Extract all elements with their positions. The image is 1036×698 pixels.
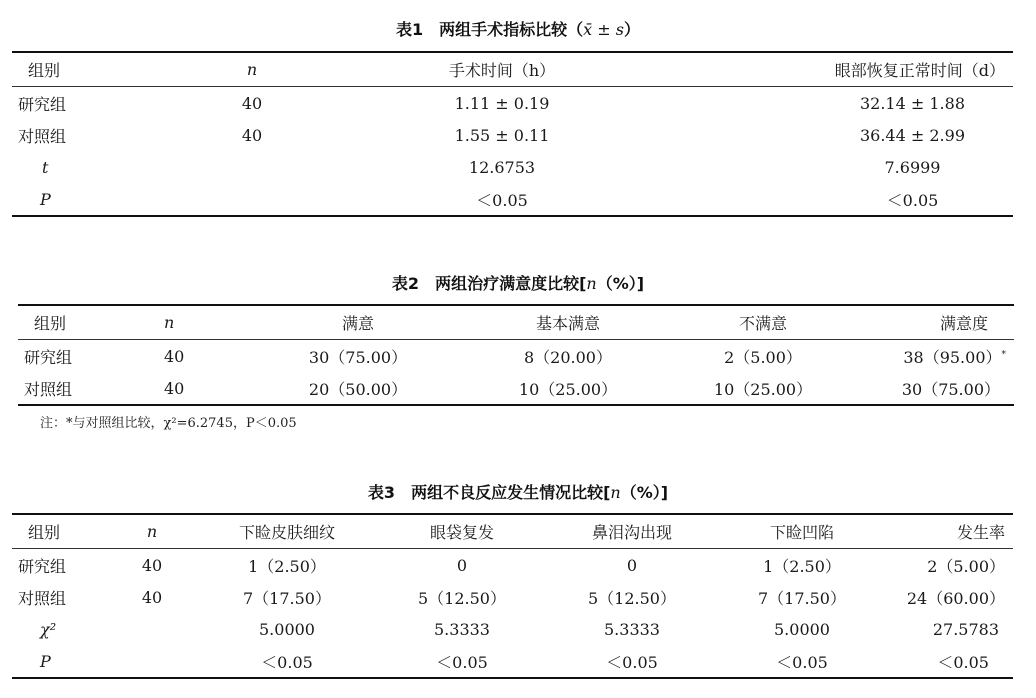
table2	[18, 304, 1014, 406]
table2-cell: 研究组	[24, 347, 73, 367]
table2-cell: 40	[164, 378, 185, 398]
table3-cell: χ²	[40, 619, 57, 639]
table1-header-surgery-time: 手术时间（h）	[448, 61, 556, 80]
table3-cell: 5.3333	[604, 619, 660, 639]
table3-header-row	[12, 514, 1013, 549]
table3-cell: 1（2.50）	[248, 556, 326, 576]
table1-cell: 7.6999	[884, 157, 941, 177]
table1-cell: 40	[241, 125, 263, 145]
table3-cell: 5（12.50）	[418, 588, 506, 608]
table3-cell: 7（17.50）	[758, 588, 846, 608]
table2-title-stat: n	[586, 274, 597, 293]
table3-cell: 5.0000	[774, 619, 830, 639]
table3-cell: 1（2.50）	[763, 556, 841, 576]
table3-cell	[112, 645, 192, 678]
table3-cell: 40	[141, 555, 163, 575]
table3-title: 两组不良反应发生情况比较[	[411, 483, 611, 502]
table3-cell: 对照组	[18, 588, 67, 608]
table2-note: 注：*与对照组比较，χ²=6.2745，P＜0.05	[40, 416, 297, 431]
table1-cell: 36.44 ± 2.99	[859, 125, 965, 145]
table3-label: 表3	[367, 483, 396, 502]
table-row	[12, 549, 1013, 582]
table-row	[12, 119, 1013, 151]
table1-cell: 40	[241, 93, 263, 113]
table1-title-end: ）	[623, 20, 640, 39]
table2-title-end: （%）]	[596, 274, 645, 293]
table3-cell: 研究组	[18, 556, 67, 576]
table1-cell	[172, 183, 332, 216]
table2-cell: 40	[164, 346, 185, 366]
table2-cell: 10（25.00）	[518, 379, 618, 399]
table3-header-incidence: 发生率	[956, 523, 1005, 542]
table3	[12, 513, 1013, 679]
table3-cell: 5（12.50）	[588, 588, 676, 608]
table1-header-row	[12, 52, 1013, 87]
table3-cell: 24（60.00）	[906, 588, 1005, 608]
table2-cell: 10（25.00）	[713, 379, 813, 399]
table-row	[18, 372, 1014, 405]
table2-cell: 30（75.00）	[308, 347, 408, 367]
table3-cell: 0	[456, 555, 468, 575]
table2-cell: 20（50.00）	[308, 379, 408, 399]
table1-cell: 32.14 ± 1.88	[859, 93, 965, 113]
table-row	[12, 613, 1013, 645]
table3-header-lower-lid-hollow: 下睑凹陷	[769, 523, 834, 542]
table2-cell: 对照组	[24, 379, 73, 399]
table-row	[18, 340, 1014, 373]
table2-cell: 8（20.00）	[524, 347, 612, 367]
table3-cell: ＜0.05	[261, 652, 313, 672]
table-row	[12, 581, 1013, 613]
table-row	[12, 151, 1013, 183]
table3-cell: ＜0.05	[606, 652, 658, 672]
table3-cell: 2（5.00）	[927, 556, 1005, 576]
table1-title-stat: x̄ ± s	[583, 20, 624, 39]
table2-title: 两组治疗满意度比较[	[435, 274, 587, 293]
table3-cell: 40	[141, 587, 163, 607]
table1-cell: ＜0.05	[476, 190, 528, 210]
table1-cell	[172, 151, 332, 183]
table1-title: 两组手术指标比较（	[439, 20, 584, 39]
table2-header-basically-satisfied: 基本满意	[535, 314, 600, 333]
table1-header-recovery-time: 眼部恢复正常时间（d）	[834, 61, 1005, 80]
table2-header-satisfaction-rate: 满意度	[939, 314, 988, 333]
table3-cell: ＜0.05	[776, 652, 828, 672]
table3-cell	[112, 613, 192, 645]
table3-header-eyebag-relapse: 眼袋复发	[429, 523, 494, 542]
table3-title-end: （%）]	[620, 483, 669, 502]
significance-mark: *	[1001, 349, 1006, 360]
table1-caption	[0, 17, 1036, 40]
table-row	[12, 645, 1013, 678]
table-row	[12, 87, 1013, 120]
table2-header-n: n	[164, 313, 175, 332]
table1-cell: 对照组	[18, 126, 67, 146]
table1-cell: 研究组	[18, 94, 67, 114]
table2-cell-with-mark	[858, 340, 1014, 373]
table1-cell: 1.11 ± 0.19	[454, 93, 550, 113]
table3-cell: P	[40, 651, 51, 671]
table1	[12, 51, 1013, 217]
table3-cell: 5.3333	[434, 619, 490, 639]
table2-cell: 38（95.00）	[903, 347, 1002, 367]
table2-header-group: 组别	[34, 314, 67, 333]
table1-cell: ＜0.05	[886, 190, 939, 210]
table2-cell: 2（5.00）	[724, 347, 802, 367]
table1-cell: t	[42, 157, 49, 177]
table3-cell: ＜0.05	[937, 652, 989, 672]
table3-header-skin-wrinkles: 下睑皮肤细纹	[238, 523, 335, 542]
table2-header-unsatisfied: 不满意	[738, 314, 787, 333]
table1-header-n: n	[246, 60, 258, 79]
table3-title-stat: n	[610, 483, 621, 502]
table1-cell: 12.6753	[468, 157, 536, 177]
table3-cell: ＜0.05	[436, 652, 488, 672]
table3-cell: 0	[626, 555, 638, 575]
table3-cell: 7（17.50）	[243, 588, 331, 608]
table2-label: 表2	[391, 274, 420, 293]
table3-caption	[0, 480, 1036, 503]
table1-cell: P	[40, 189, 51, 209]
table2-header-satisfied: 满意	[341, 314, 374, 333]
table3-cell: 27.5783	[932, 619, 999, 639]
table3-header-group: 组别	[28, 523, 61, 542]
table3-header-n: n	[146, 522, 158, 541]
table-row	[12, 183, 1013, 216]
table2-caption	[0, 271, 1036, 294]
table3-cell: 5.0000	[259, 619, 315, 639]
table1-header-group: 组别	[28, 61, 61, 80]
table1-cell: 1.55 ± 0.11	[454, 125, 550, 145]
table2-header-row	[18, 305, 1014, 340]
table2-cell: 30（75.00）	[901, 379, 1000, 399]
table1-label: 表1	[396, 20, 424, 39]
table3-header-tear-trough: 鼻泪沟出现	[591, 523, 672, 542]
